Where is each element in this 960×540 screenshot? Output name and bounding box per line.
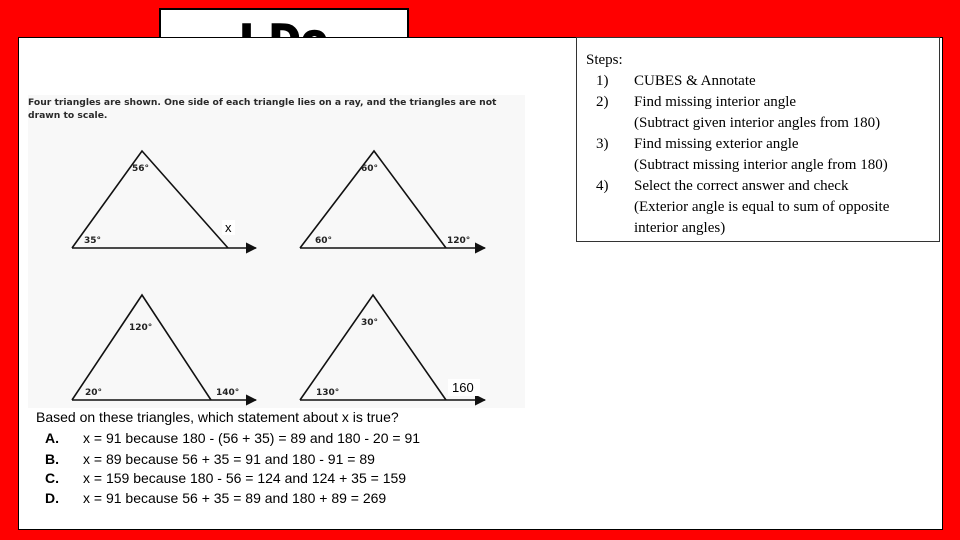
choice-letter: B. <box>45 451 59 467</box>
step-number: 1) <box>596 73 609 89</box>
triangles-diagram <box>28 95 525 408</box>
choice-letter: A. <box>45 430 59 446</box>
intro-line-1: Four triangles are shown. One side of each triangle lies on a ray, and the triangles are not <box>28 97 497 108</box>
choice-text: x = 159 because 180 - 56 = 124 and 124 + 35 = 159 <box>83 470 407 486</box>
steps-box <box>576 37 940 242</box>
angle-label: 30° <box>361 318 379 328</box>
angle-label: 56° <box>132 164 150 174</box>
question-text: Based on these triangles, which statement about x is true? <box>36 409 399 425</box>
step-text: (Exterior angle is equal to sum of opposite <box>634 199 890 215</box>
choice-letter: D. <box>45 490 59 506</box>
step-text: interior angles) <box>634 220 726 236</box>
step-text: CUBES & Annotate <box>634 73 756 89</box>
angle-label: 20° <box>85 388 103 398</box>
choice-text: x = 89 because 56 + 35 = 91 and 180 - 91 = 89 <box>83 451 375 467</box>
choice-text: x = 91 because 180 - (56 + 35) = 89 and 180 - 20 = 91 <box>83 430 421 446</box>
angle-label: 60° <box>315 236 333 246</box>
angle-label: 120° <box>447 236 471 246</box>
angle-label: 35° <box>84 236 102 246</box>
x-label: x <box>222 220 235 235</box>
angle-label: 140° <box>216 388 240 398</box>
step-text: (Subtract missing interior angle from 180) <box>634 157 888 173</box>
choice-text: x = 91 because 56 + 35 = 89 and 180 + 89 = 269 <box>83 490 387 506</box>
step-text: (Subtract given interior angles from 180) <box>634 115 881 131</box>
step-number: 4) <box>596 178 609 194</box>
triangle-3 <box>72 295 256 400</box>
intro-line-2: drawn to scale. <box>28 110 108 121</box>
choice-letter: C. <box>45 470 59 486</box>
triangle-2 <box>300 151 485 248</box>
angle-label: 120° <box>129 323 153 333</box>
angle-label: 60° <box>361 164 379 174</box>
step-text: Find missing exterior angle <box>634 136 799 152</box>
step-number: 2) <box>596 94 609 110</box>
step-text: Find missing interior angle <box>634 94 797 110</box>
problem-figure <box>28 95 525 408</box>
angle-label: 130° <box>316 388 340 398</box>
steps-title: Steps: <box>586 52 623 68</box>
step-text: Select the correct answer and check <box>634 178 849 194</box>
exterior-160-label: 160 <box>448 379 480 396</box>
step-number: 3) <box>596 136 609 152</box>
